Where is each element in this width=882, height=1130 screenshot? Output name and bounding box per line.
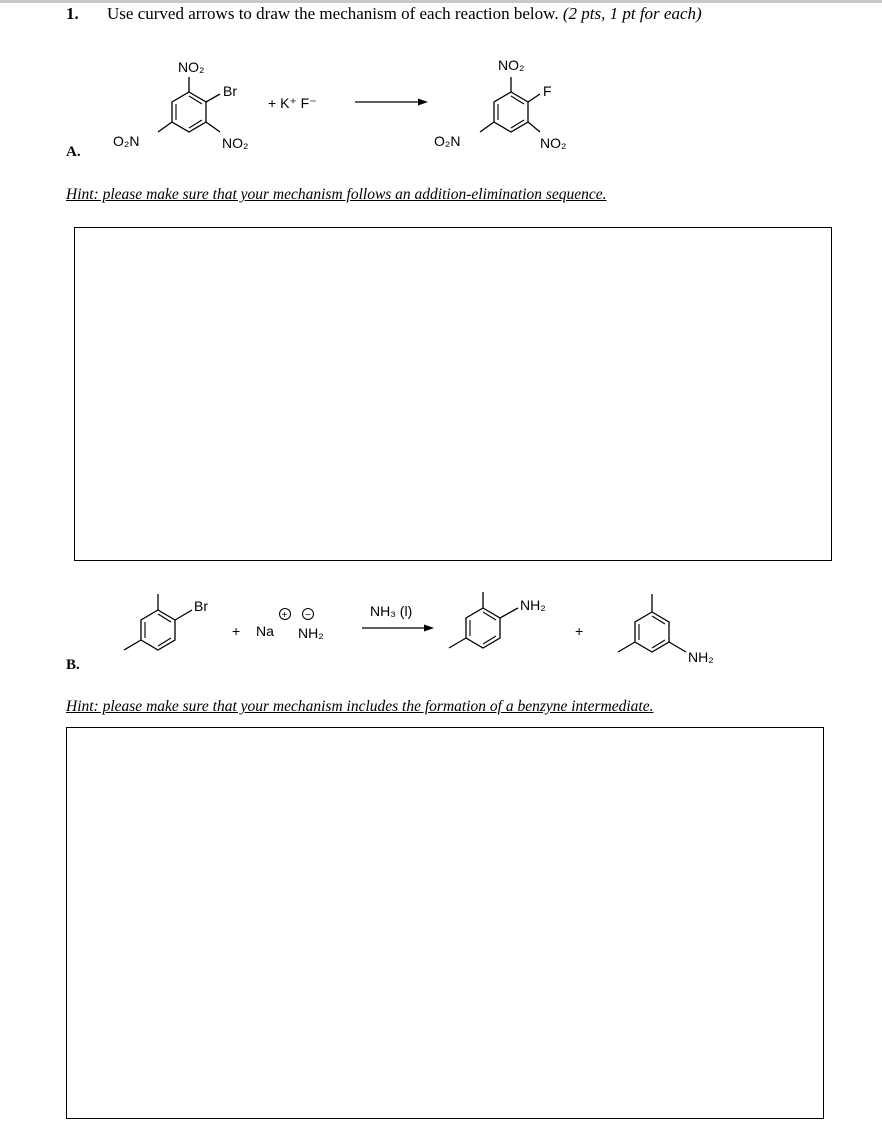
product-b1-bond <box>500 608 518 618</box>
part-b-hint: Hint: please make sure that your mechanism includes the formation of a benzyne intermediate. <box>66 698 654 715</box>
reactant-a-top-group: NO₂ <box>178 59 205 75</box>
product-a-top-group: NO₂ <box>498 57 525 73</box>
reactant-a-double-bond <box>189 120 202 128</box>
part-a-label: A. <box>66 144 81 160</box>
part-a-hint: Hint: please make sure that your mechanism follows an addition-elimination sequence. <box>66 186 607 203</box>
product-b2-double-bond <box>652 640 665 648</box>
reaction-b-plus: + <box>575 623 584 639</box>
reactant-b-double-bond <box>158 614 171 622</box>
reactant-a-right-group: NO₂ <box>222 135 249 151</box>
reaction-b-reactant <box>124 594 208 650</box>
product-b1-double-bond <box>483 612 496 620</box>
reactant-a-bond <box>206 94 220 102</box>
anion-charge-sign: − <box>305 610 311 621</box>
reaction-a-reactant <box>113 59 248 151</box>
product-a-ring <box>494 92 528 132</box>
product-b1-double-bond <box>483 636 496 644</box>
product-a-ortho-group: F <box>543 83 552 99</box>
reactant-b-double-bond <box>158 638 171 646</box>
reaction-b-scheme <box>0 570 882 680</box>
question-text <box>107 4 702 24</box>
product-a-bond <box>528 94 540 102</box>
reactant-a-double-bond <box>189 96 202 104</box>
reaction-b-conditions: NH₃ (l) <box>370 603 413 619</box>
reactant-a-bond <box>158 122 172 132</box>
reaction-a-scheme <box>0 50 882 170</box>
reaction-b-arrow-head <box>424 625 434 632</box>
reaction-b-product-1 <box>449 592 546 648</box>
question-points: (2 pts, 1 pt for each) <box>562 4 702 23</box>
top-rule <box>0 0 882 3</box>
reaction-b-reagent <box>232 609 324 642</box>
reagent-b-plus: + <box>232 623 241 639</box>
reactant-a-left-group: O₂N <box>113 133 140 149</box>
product-a-right-group: NO₂ <box>540 135 567 151</box>
product-b2-double-bond <box>652 616 665 624</box>
product-b1-methyl-bond <box>449 638 466 648</box>
cation-charge-sign: + <box>281 610 288 621</box>
reagent-b-cation: Na <box>256 623 274 639</box>
reagent-b-anion: NH₂ <box>298 625 324 641</box>
reactant-b-ring <box>141 610 175 650</box>
product-b1-substituent: NH₂ <box>520 597 546 613</box>
reaction-b-arrow <box>362 603 434 632</box>
reaction-b-product-2 <box>618 594 714 665</box>
part-b-answer-box[interactable] <box>66 727 824 1119</box>
product-a-bond <box>480 122 494 132</box>
product-b1-ring <box>466 608 500 648</box>
product-a-double-bond <box>511 96 524 104</box>
product-a-double-bond <box>511 120 524 128</box>
reactant-a-bond <box>206 122 220 132</box>
part-b-label: B. <box>66 657 80 673</box>
reaction-a-arrow <box>355 99 428 106</box>
reactant-b-bond <box>175 610 192 620</box>
product-a-left-group: O₂N <box>434 133 461 149</box>
reactant-b-methyl-bond <box>124 640 141 650</box>
product-b2-ring <box>635 612 669 652</box>
reactant-a-ortho-group: Br <box>223 83 237 99</box>
reaction-a-product <box>434 57 566 151</box>
product-b2-methyl-bond <box>618 642 635 652</box>
part-a-answer-box[interactable] <box>74 227 832 561</box>
reactant-b-substituent: Br <box>194 598 208 614</box>
reaction-a-arrow-head <box>418 99 428 106</box>
reaction-a-reagent: + K⁺ F⁻ <box>268 95 317 111</box>
reactant-a-ring <box>172 92 206 132</box>
question-number: 1. <box>66 4 79 23</box>
question-instructions: Use curved arrows to draw the mechanism of each reaction below. <box>107 4 559 23</box>
product-b2-substituent: NH₂ <box>688 649 714 665</box>
product-b2-bond <box>669 642 686 652</box>
product-a-bond <box>528 122 540 132</box>
